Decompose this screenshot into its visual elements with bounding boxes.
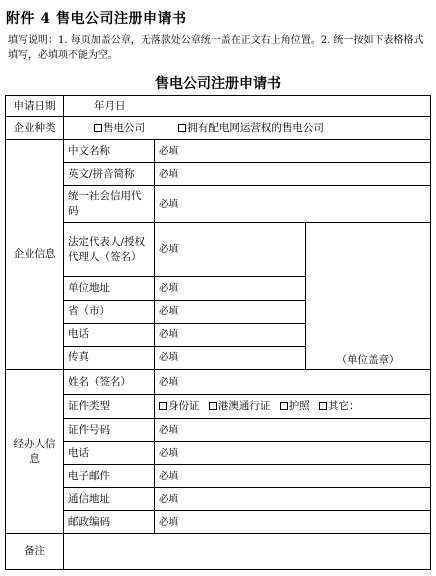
row-legal-rep [6, 223, 431, 277]
field-value[interactable]: 必填 [155, 346, 306, 369]
field-value[interactable]: 必填 [155, 163, 431, 186]
option-other[interactable]: 其它： [319, 399, 360, 414]
filling-instructions: 填写说明：1. 每页加盖公章，无落款处公章统一盖在正文右上角位置。2. 统一按如下表格格式填写，必填项不能为空。 [8, 35, 424, 61]
option-retail-company[interactable]: 售电公司 [94, 121, 145, 136]
field-label: 统一社会信用代码 [64, 186, 155, 223]
apply-date-label: 申请日期 [6, 96, 64, 117]
field-value[interactable]: 必填 [155, 300, 306, 323]
company-info-label: 企业信息 [6, 140, 64, 370]
field-label: 省（市） [64, 300, 155, 323]
row-agent-postcode [6, 511, 431, 534]
field-label: 通信地址 [64, 488, 155, 511]
option-passport[interactable]: 护照 [280, 399, 310, 414]
agent-info-label: 经办人信息 [6, 370, 64, 534]
checkbox-icon[interactable] [94, 124, 102, 132]
field-value[interactable]: 必填 [155, 419, 431, 442]
row-company-cn-name [6, 140, 431, 163]
seal-area: （单位盖章） [306, 223, 431, 370]
checkbox-icon[interactable] [319, 402, 327, 410]
field-value[interactable]: 必填 [155, 370, 431, 395]
field-value[interactable]: 必填 [155, 488, 431, 511]
field-value[interactable]: 必填 [155, 277, 306, 300]
field-label: 英文/拼音简称 [64, 163, 155, 186]
row-credit-code [6, 186, 431, 223]
form-title: 售电公司注册申请书 [155, 76, 281, 92]
field-label: 邮政编码 [64, 511, 155, 534]
checkbox-icon[interactable] [178, 124, 186, 132]
field-label: 传真 [64, 346, 155, 369]
checkbox-icon[interactable] [209, 402, 217, 410]
remarks-value[interactable] [64, 534, 431, 570]
id-type-options [155, 395, 431, 419]
option-distribution-retail-company[interactable]: 拥有配电网运营权的售电公司 [178, 121, 324, 136]
field-value[interactable]: 必填 [155, 465, 431, 488]
row-remarks [6, 534, 431, 570]
apply-date-value[interactable]: 年月日 [64, 96, 431, 117]
checkbox-icon[interactable] [159, 402, 167, 410]
field-label: 法定代表人/授权代理人（签名） [64, 223, 155, 277]
field-value[interactable]: 必填 [155, 442, 431, 465]
field-label: 电话 [64, 323, 155, 346]
registration-form-table [5, 95, 431, 570]
attachment-heading: 附件 4 售电公司注册申请书 [6, 11, 187, 27]
row-agent-email [6, 465, 431, 488]
row-agent-name [6, 370, 431, 395]
company-type-options [64, 117, 431, 140]
option-id-card[interactable]: 身份证 [159, 399, 200, 414]
field-label: 电话 [64, 442, 155, 465]
checkbox-icon[interactable] [280, 402, 288, 410]
field-label: 单位地址 [64, 277, 155, 300]
row-id-type [6, 395, 431, 419]
field-label: 姓名（签名） [64, 370, 155, 395]
remarks-label: 备注 [6, 534, 64, 570]
row-company-en-name [6, 163, 431, 186]
row-agent-address [6, 488, 431, 511]
field-value[interactable]: 必填 [155, 186, 431, 223]
row-apply-date [6, 96, 431, 117]
field-value[interactable]: 必填 [155, 223, 306, 277]
field-label: 证件类型 [64, 395, 155, 419]
field-label: 证件号码 [64, 419, 155, 442]
option-hk-macau-permit[interactable]: 港澳通行证 [209, 399, 271, 414]
field-value[interactable]: 必填 [155, 323, 306, 346]
field-value[interactable]: 必填 [155, 511, 431, 534]
field-label: 中文名称 [64, 140, 155, 163]
row-agent-phone [6, 442, 431, 465]
row-id-number [6, 419, 431, 442]
field-value[interactable]: 必填 [155, 140, 431, 163]
company-type-label: 企业种类 [6, 117, 64, 140]
field-label: 电子邮件 [64, 465, 155, 488]
row-company-type [6, 117, 431, 140]
